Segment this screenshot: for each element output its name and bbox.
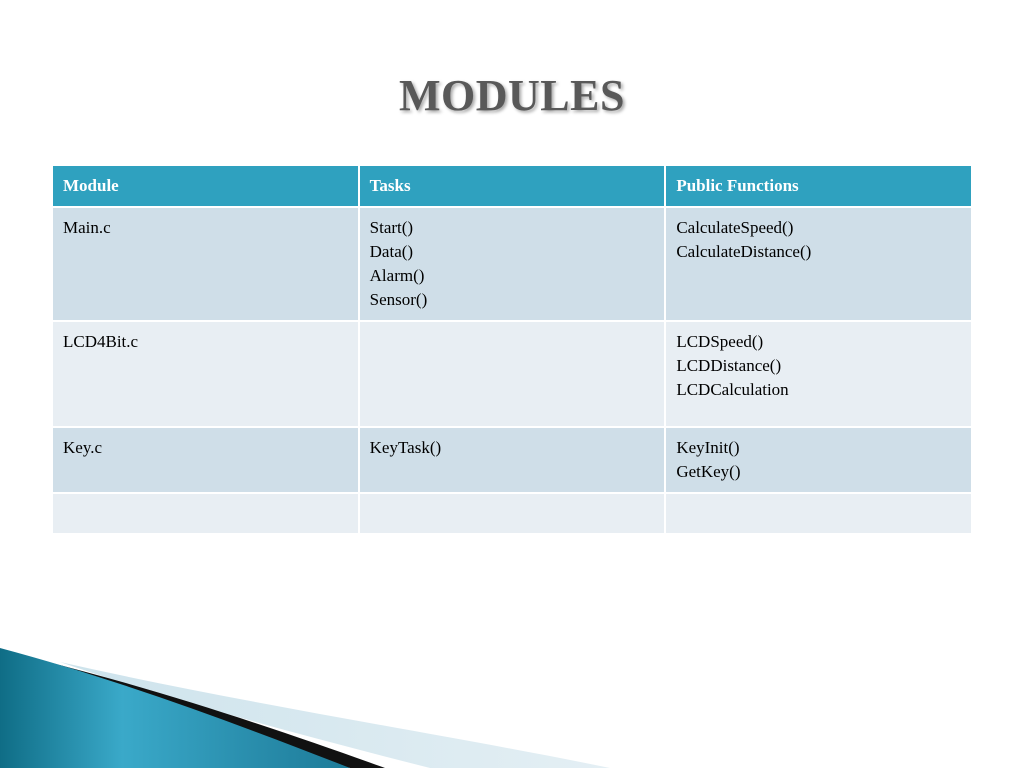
- function-item: GetKey(): [676, 462, 741, 481]
- function-item: LCDSpeed(): [676, 332, 764, 351]
- function-item: CalculateDistance(): [676, 242, 812, 261]
- module-name: Main.c: [63, 218, 111, 237]
- slide-title: MODULES: [399, 71, 625, 120]
- function-item: KeyInit(): [676, 438, 740, 457]
- header-module: Module: [52, 165, 359, 207]
- module-name: LCD4Bit.c: [63, 332, 139, 351]
- function-item: CalculateSpeed(): [676, 218, 794, 237]
- function-item: LCDCalculation: [676, 380, 789, 399]
- task-item: Start(): [369, 218, 414, 237]
- task-item: Sensor(): [369, 290, 428, 309]
- task-item: KeyTask(): [369, 438, 442, 457]
- header-public-functions: Public Functions: [665, 165, 972, 207]
- header-tasks: Tasks: [359, 165, 666, 207]
- function-item: LCDDistance(): [676, 356, 782, 375]
- teal-swoosh: [0, 648, 350, 768]
- task-item: Alarm(): [369, 266, 425, 285]
- task-item: Data(): [369, 242, 414, 261]
- module-name: Key.c: [63, 438, 103, 457]
